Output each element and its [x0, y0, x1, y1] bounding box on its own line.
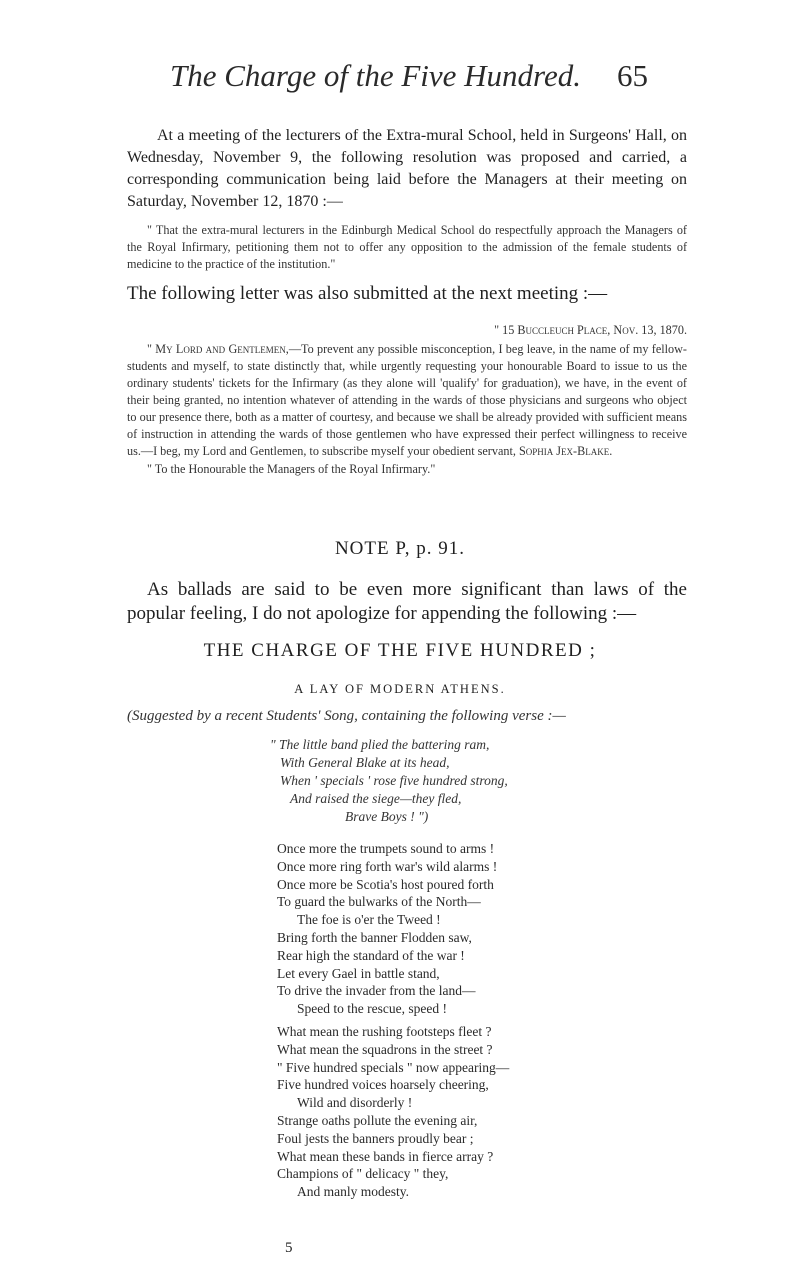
stanza-line: Bring forth the banner Flodden saw,: [277, 929, 472, 945]
stanza-line: Strange oaths pollute the evening air,: [277, 1112, 478, 1128]
ballad-subtitle: A LAY OF MODERN ATHENS.: [294, 682, 506, 696]
stanza-line: Wild and disorderly !: [297, 1095, 413, 1111]
stanza-2: [277, 1023, 677, 1201]
stanza-line: What mean the rushing footsteps fleet ?: [277, 1024, 492, 1039]
note-heading: NOTE P, p. 91.: [334, 538, 466, 559]
stanza-line: Five hundred voices hoarsely cheering,: [277, 1077, 489, 1093]
epigraph-line: When ' specials ' rose five hundred strong,: [280, 773, 508, 788]
letter-text: —To prevent any possible misconception, I beg leave, in the name of my fellow-students and myself, to state distinctly that, while urgently requesting your honourable Board to issue to us the ordinary students' tickets for the Infirmary (as they alone will 'qualify' for graduation), we have, in the event of their being granted, no intention whatever of attending in the wards of those physicians and surgeons who object to our presence there, both as a matter of courtesy, and because we shall be already provided with sufficient means of instruction in attending the wards of those gentlemen who have expressed their perfect willingness to receive us.—I beg, my Lord and Gentlemen, to subscribe myself your obedient servant,: [127, 342, 687, 458]
paragraph-ballads: As ballads are said to be even more significant than laws of the popular feeling, I do not apologize for appending the following :—: [127, 579, 687, 624]
letter-salutation: " My Lord and Gentlemen,: [147, 342, 289, 356]
ballad-intro: (Suggested by a recent Students' Song, containing the following verse :—: [127, 708, 566, 724]
stanza-line: Once more be Scotia's host poured forth: [277, 876, 494, 892]
epigraph-line: And raised the siege—they fled,: [290, 791, 462, 806]
epigraph-line: " The little band plied the battering ram,: [270, 737, 490, 752]
stanza-line: Foul jests the banners proudly bear ;: [277, 1130, 474, 1146]
letter-signer: Sophia Jex-Blake.: [518, 444, 613, 458]
page-number: 65: [617, 58, 648, 93]
letter-address: " 15 Buccleuch Place, Nov. 13, 1870.: [494, 323, 687, 337]
stanza-line: Let every Gael in battle stand,: [277, 965, 440, 981]
stanza-line: To drive the invader from the land—: [277, 983, 476, 999]
paragraph-letter-intro: The following letter was also submitted at the next meeting :—: [127, 283, 608, 304]
letter-addressee: " To the Honourable the Managers of the Royal Infirmary.": [147, 462, 436, 476]
paragraph-meeting: At a meeting of the lecturers of the Extra-mural School, held in Surgeons' Hall, on Wednesday, November 9, the following resolution was proposed and carried, a corresponding communication being laid before the Managers at their meeting on Saturday, November 12, 1870 :—: [127, 127, 687, 210]
stanza-line: Once more the trumpets sound to arms !: [277, 841, 495, 856]
stanza-line: Champions of " delicacy " they,: [277, 1166, 449, 1182]
ballad-title: THE CHARGE OF THE FIVE HUNDRED ;: [203, 640, 597, 661]
stanza-line: Speed to the rescue, speed !: [297, 1001, 447, 1017]
stanza-line: What mean the squadrons in the street ?: [277, 1041, 493, 1057]
stanza-line: What mean these bands in fierce array ?: [277, 1148, 494, 1164]
stanza-line: And manly modesty.: [297, 1184, 409, 1200]
epigraph-line: With General Blake at its head,: [280, 755, 450, 770]
stanza-line: To guard the bulwarks of the North—: [277, 894, 481, 910]
resolution-quote: " That the extra-mural lecturers in the Edinburgh Medical School do respectfully approach the Managers of the Royal Infirmary, petitioning them not to offer any opposition to the admission of the female students of medicine to the practice of the institution.": [127, 223, 687, 271]
running-head: [170, 58, 690, 94]
letter-body: [127, 341, 687, 460]
stanza-line: Once more ring forth war's wild alarms !: [277, 858, 498, 874]
stanza-line: The foe is o'er the Tweed !: [297, 912, 441, 928]
epigraph-line: Brave Boys ! "): [345, 809, 429, 824]
stanza-1: [277, 840, 677, 1018]
stanza-line: " Five hundred specials " now appearing—: [277, 1059, 510, 1075]
signature-mark: 5: [285, 1240, 293, 1256]
running-head-title: The Charge of the Five Hundred.: [170, 58, 581, 93]
stanza-line: Rear high the standard of the war !: [277, 947, 465, 963]
